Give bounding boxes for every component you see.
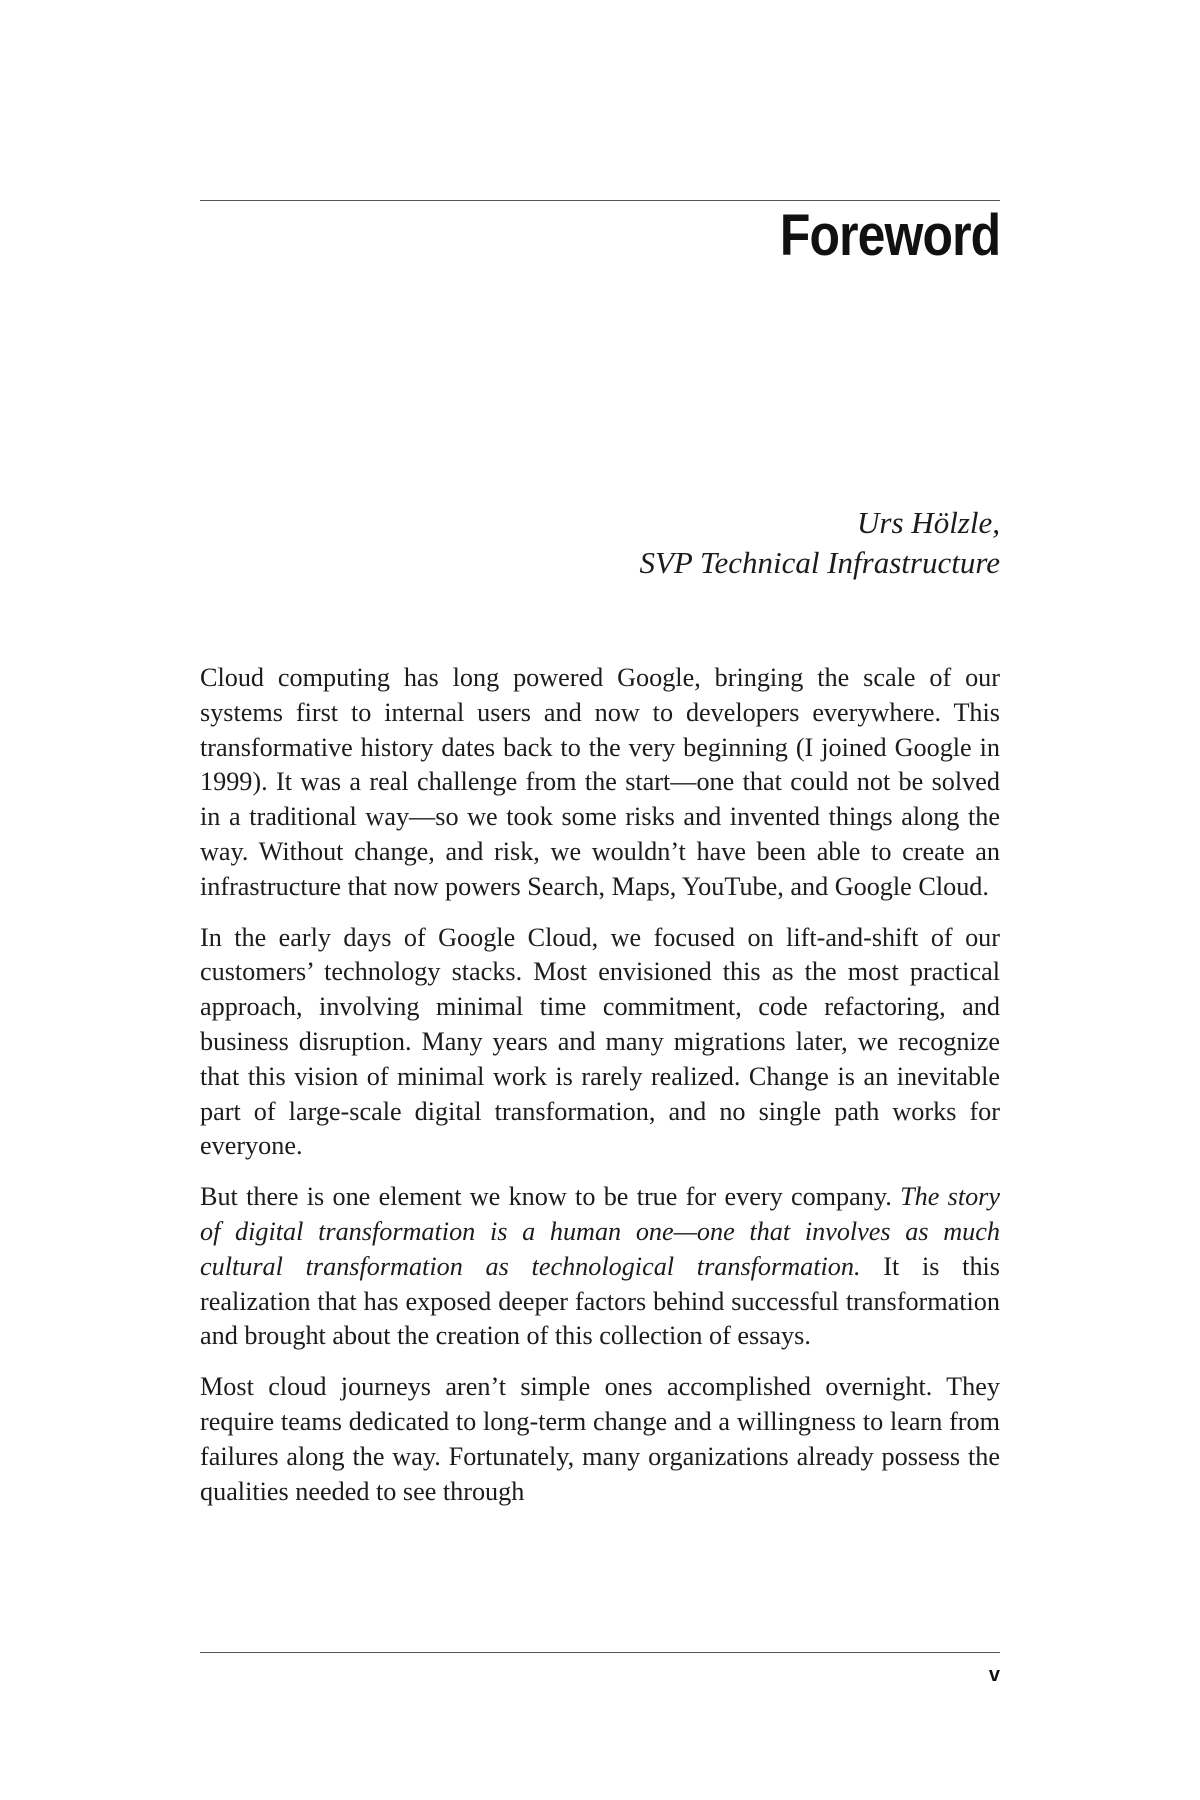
- paragraph: In the early days of Google Cloud, we focused on lift-and-shift of our customers’ technology stacks. Most envisioned this as the most practical approach, involving minimal time commitment, code refactoring, and business disruption. Many years and many migrations later, we recognize that this vision of minimal work is rarely realized. Change is an inevitable part of large-scale digital transformation, and no single path works for everyone.: [200, 922, 1000, 1161]
- author-role: SVP Technical Infrastructure: [639, 545, 1000, 580]
- footer-rule: [200, 1652, 1000, 1653]
- chapter-title: Foreword: [779, 203, 1000, 268]
- paragraph: Most cloud journeys aren’t simple ones accomplished overnight. They require teams dedicated to long-term change and a willingness to learn from failures along the way. Fortunately, many organizations already possess the qualities needed to see through: [200, 1372, 1000, 1506]
- body-text: [200, 661, 1000, 1509]
- paragraph: [200, 1180, 1000, 1354]
- page-number: v: [988, 1664, 1000, 1686]
- author-name: Urs Hölzle,: [857, 505, 1000, 540]
- paragraph-text: But there is one element we know to be true for every company.: [200, 1182, 901, 1212]
- paragraph-text: It is this realization that has exposed deeper factors behind successful transformation and brought about the creation of this collection of essays.: [200, 1251, 1000, 1351]
- emphasized-text: The story of digital transformation is a human one—one that involves as much cultural transformation as technological transformation.: [200, 1182, 1001, 1281]
- byline: [640, 503, 1001, 583]
- paragraph: Cloud computing has long powered Google, bringing the scale of our systems first to internal users and now to developers everywhere. This transformative history dates back to the very beginning (I joined Google in 1999). It was a real challenge from the start—one that could not be solved in a traditional way—so we took some risks and invented things along the way. Without change, and risk, we wouldn’t have been able to create an infrastructure that now powers Search, Maps, YouTube, and Google Cloud.: [200, 663, 1000, 901]
